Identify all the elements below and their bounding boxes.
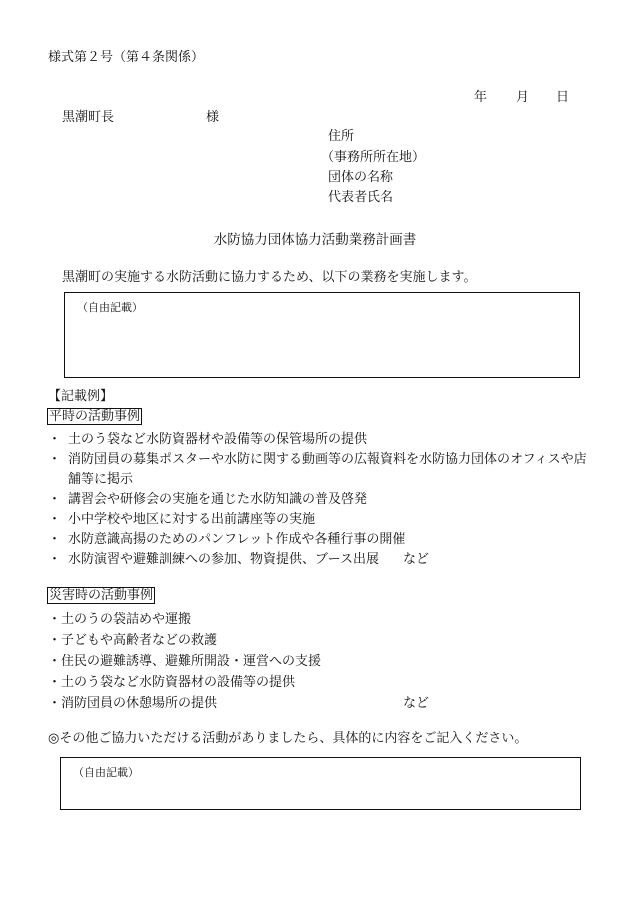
- addressee-honorific: 様: [206, 110, 220, 125]
- list-item: ・ 講習会や研修会の実施を通じた水防知識の普及啓発: [48, 492, 368, 507]
- list-item: ・土のう袋など水防資器材の設備等の提供: [48, 675, 296, 690]
- example-header: 【記載例】: [48, 389, 114, 404]
- etc-label: など: [402, 552, 429, 567]
- list-item: ・ 消防団員の募集ポスターや水防に関する動画等の広報資料を水防協力団体のオフィスや店舗等に掲示: [48, 452, 587, 487]
- document-title: 水防協力団体協力活動業務計画書: [213, 232, 417, 248]
- date-year-label: 年: [474, 90, 488, 105]
- applicant-representative-label: 代表者氏名: [328, 190, 394, 205]
- list-item: ・ 土のう袋など水防資器材や設備等の保管場所の提供: [48, 432, 368, 447]
- etc-label: など: [403, 696, 430, 711]
- free-entry-hint-1: （自由記載）: [77, 301, 143, 314]
- normal-activities-list: [48, 430, 593, 570]
- list-item: ・ 小中学校や地区に対する出前講座等の実施: [48, 512, 316, 527]
- closing-instruction: ◎その他ご協力いただける活動がありましたら、具体的に内容をご記入ください。: [48, 731, 528, 746]
- normal-activities-label: 平時の活動事例: [49, 409, 141, 424]
- disaster-activities-list: [48, 609, 568, 714]
- list-item: ・住民の避難誘導、避難所開設・運営への支援: [48, 654, 322, 669]
- date-day-label: 日: [556, 90, 570, 105]
- applicant-org-name-label: 団体の名称: [328, 170, 394, 185]
- list-item: ・消防団員の休憩場所の提供 など: [48, 693, 568, 714]
- applicant-office-label: （事務所所在地）: [321, 150, 426, 165]
- addressee-name: 黒潮町長: [62, 110, 115, 125]
- list-item: ・子どもや高齢者などの救護: [48, 633, 218, 648]
- list-item: ・ 水防演習や避難訓練への参加、物資提供、ブース出展 など: [48, 552, 429, 567]
- list-item: ・土のうの袋詰めや運搬: [48, 612, 192, 627]
- form-number: 様式第２号（第４条関係）: [48, 50, 205, 65]
- free-entry-box-2[interactable]: [60, 757, 581, 810]
- date-month-label: 月: [516, 90, 530, 105]
- applicant-address-label: 住所: [328, 129, 355, 144]
- free-entry-box-1[interactable]: [64, 292, 580, 378]
- list-item: ・ 水防意識高揚のためのパンフレット作成や各種行事の開催: [48, 532, 406, 547]
- disaster-activities-label: 災害時の活動事例: [49, 588, 154, 603]
- intro-text: 黒潮町の実施する水防活動に協力するため、以下の業務を実施します。: [62, 270, 477, 285]
- free-entry-hint-2: （自由記載）: [73, 766, 139, 779]
